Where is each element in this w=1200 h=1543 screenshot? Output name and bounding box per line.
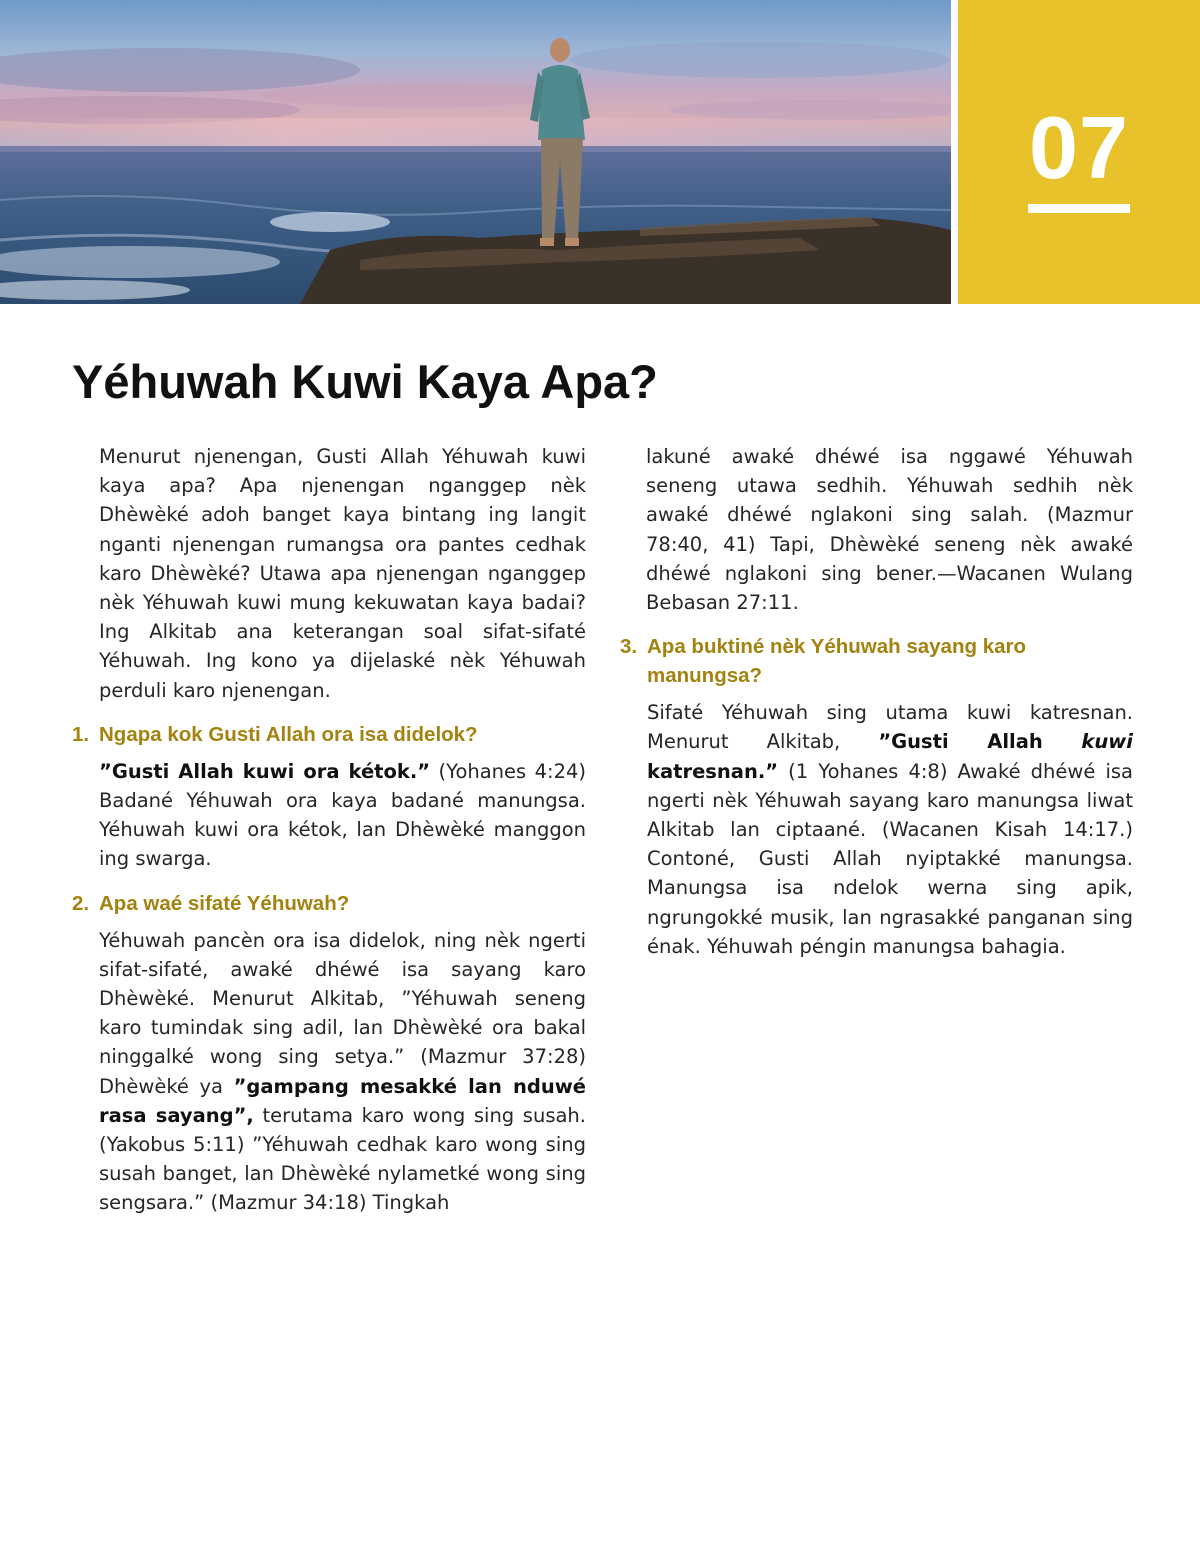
scripture-quote: ”gampang mesakké lan nduwé rasa sayang”,: [99, 1074, 586, 1127]
chapter-number: 07: [1029, 98, 1129, 197]
paragraph-text: (1 Yohanes 4:8) Awaké dhéwé isa ngerti nèk Yéhuwah sayang karo manungsa liwat Alkitab lan ciptaané. (Wacanen Kisah 14:17.) Contoné, Gusti Allah nyiptakké manungsa. Manungsa isa ndelok werna sing apik, ngrungokké musik, lan ngrasakké panganan sing énak. Yéhuwah péngin manungsa bahagia.: [647, 759, 1133, 958]
question-2-heading: [72, 889, 586, 918]
question-number: 3.: [620, 635, 638, 659]
paragraph-text: (Yohanes 4:24) Badané Yéhuwah ora kaya badané manungsa. Yéhuwah kuwi ora kétok, lan Dhèwèké manggon ing swarga.: [99, 759, 586, 871]
hero-photo: [0, 0, 951, 304]
answer-2-paragraph: [99, 926, 586, 1218]
paragraph-text: terutama karo wong sing susah. (Yakobus 5:11) ”Yéhuwah cedhak karo wong sing susah banget, lan Dhèwèké nylametké wong sing sengsara.” (Mazmur 34:18) Tingkah: [99, 1103, 586, 1215]
question-number: 1.: [72, 722, 90, 746]
paragraph-text: Yéhuwah pancèn ora isa didelok, ning nèk ngerti sifat-sifaté, awaké dhéwé isa sayang karo Dhèwèké. Menurut Alkitab, ”Yéhuwah seneng karo tumindak sing adil, lan Dhèwèké ora bakal ninggalké wong sing setya.” (Mazmur 37:28) Dhèwèké ya: [99, 928, 586, 1098]
answer-2-continued: lakuné awaké dhéwé isa nggawé Yéhuwah seneng utawa sedhih. Yéhuwah sedhih nèk awaké dhéwé nglakoni sing salah. (Mazmur 78:40, 41) Tapi, Dhèwèké seneng nèk awaké dhéwé nglakoni sing bener.—Wacanen Wulang Bebasan 27:11.: [646, 445, 1133, 615]
left-column: [72, 442, 586, 1233]
question-text: Apa waé sifaté Yéhuwah?: [99, 891, 350, 915]
paragraph-text: Sifaté Yéhuwah sing utama kuwi katresnan. Menurut Alkitab,: [647, 701, 1133, 754]
question-3-heading: [620, 632, 1133, 690]
page-title: Yéhuwah Kuwi Kaya Apa?: [72, 355, 658, 408]
question-text: Apa buktiné nèk Yéhuwah sayang karo manungsa?: [647, 635, 1026, 688]
scripture-quote: ”Gusti Allah kuwi ora kétok.”: [99, 759, 431, 783]
chapter-underline: [1028, 204, 1130, 213]
right-column: [620, 442, 1133, 976]
scripture-quote: katresnan.”: [647, 759, 779, 783]
answer-3-paragraph: [647, 698, 1133, 961]
question-text: Ngapa kok Gusti Allah ora isa didelok?: [99, 722, 478, 746]
scripture-quote-italic: kuwi: [1081, 730, 1133, 754]
question-1-heading: [72, 720, 586, 749]
scripture-quote: ”Gusti Allah: [878, 730, 1082, 754]
intro-paragraph: Menurut njenengan, Gusti Allah Yéhuwah kuwi kaya apa? Apa njenengan nganggep nèk Dhèwèké adoh banget kaya bintang ing langit nganti njenengan rumangsa ora pantes cedhak karo Dhèwèké? Utawa apa njenengan nganggep nèk Yéhuwah kuwi mung kekuwatan kaya badai? Ing Alkitab ana keterangan soal sifat-sifaté Yéhuwah. Ing kono ya dijelaské nèk Yéhuwah perduli karo njenengan.: [99, 445, 586, 702]
chapter-box: [958, 0, 1200, 304]
question-number: 2.: [72, 891, 90, 915]
answer-1-paragraph: [99, 757, 586, 874]
seaside-man-photo: [0, 0, 951, 304]
